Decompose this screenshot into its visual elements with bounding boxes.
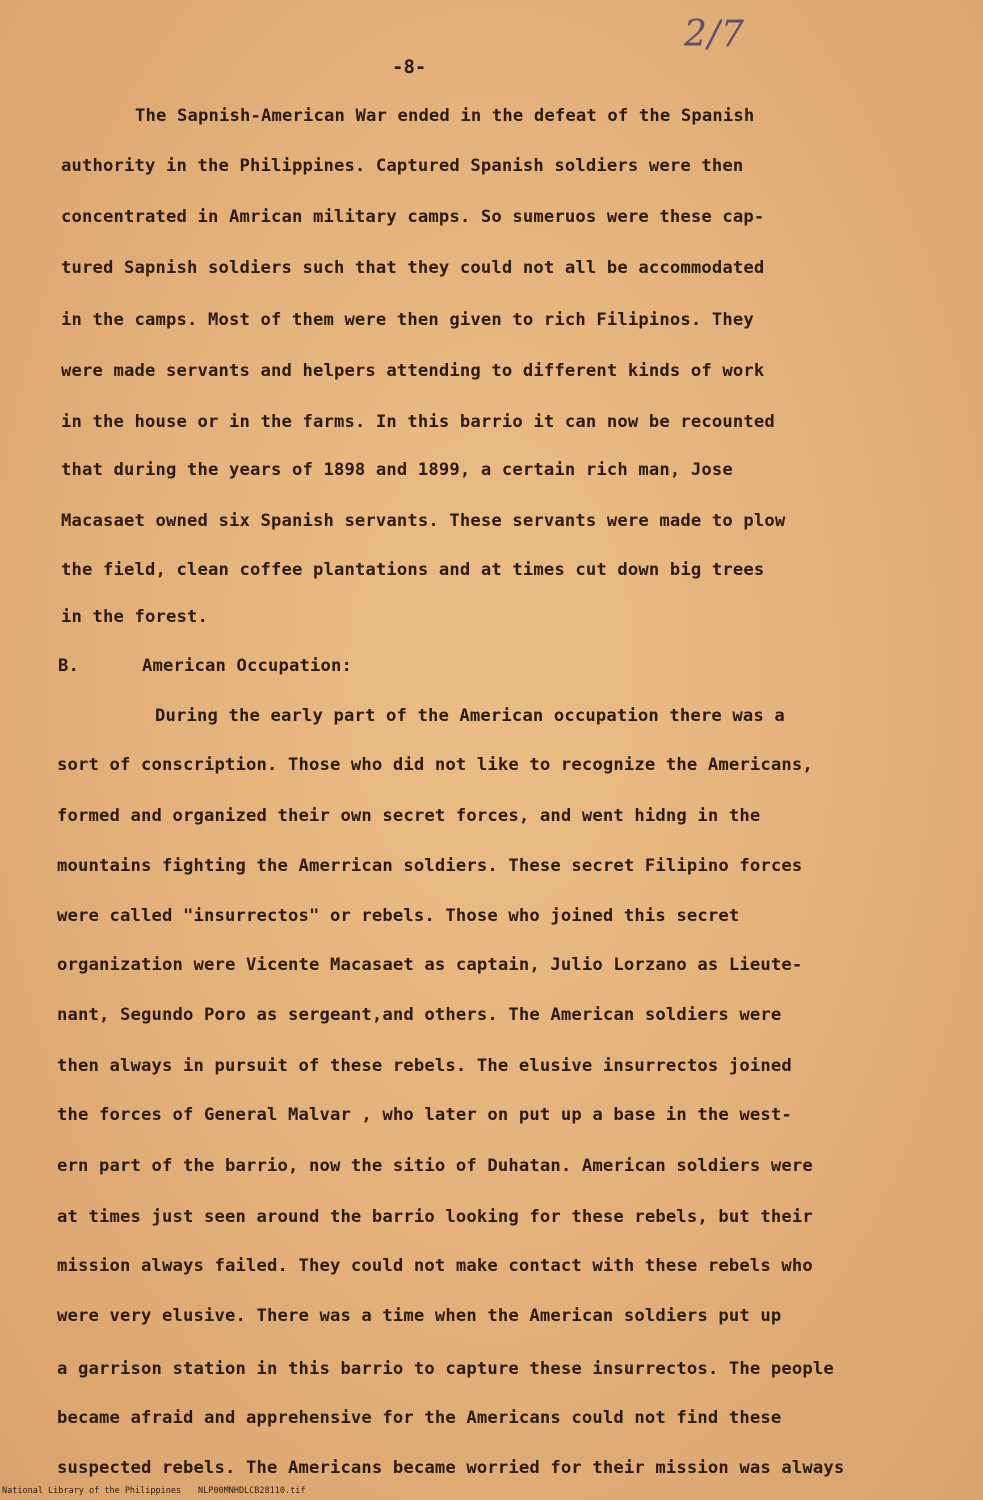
footer-filename: NLP00MNHDLCB28110.tif — [198, 1486, 306, 1496]
text-line: ern part of the barrio, now the sitio of Duhatan. American soldiers were — [57, 1156, 813, 1176]
text-line: tured Sapnish soldiers such that they could not all be accommodated — [61, 258, 765, 278]
text-line: The Sapnish-American War ended in the defeat of the Spanish — [135, 106, 755, 126]
text-line: organization were Vicente Macasaet as captain, Julio Lorzano as Lieute- — [57, 955, 803, 975]
text-line: sort of conscription. Those who did not like to recognize the Americans, — [57, 755, 813, 775]
text-line: a garrison station in this barrio to capture these insurrectos. The people — [57, 1359, 834, 1379]
text-line: that during the years of 1898 and 1899, a certain rich man, Jose — [61, 460, 733, 480]
text-line: mission always failed. They could not make contact with these rebels who — [57, 1256, 813, 1276]
text-line: the field, clean coffee plantations and at times cut down big trees — [61, 560, 765, 580]
text-line: at times just seen around the barrio looking for these rebels, but their — [57, 1207, 813, 1227]
text-line: suspected rebels. The Americans became worried for their mission was always — [57, 1458, 845, 1478]
text-line: in the camps. Most of them were then given to rich Filipinos. They — [61, 310, 754, 330]
text-line: were very elusive. There was a time when the American soldiers put up — [57, 1306, 782, 1326]
text-line: concentrated in Amrican military camps. So sumeruos were these cap- — [61, 207, 765, 227]
section-heading: B. American Occupation: — [58, 656, 352, 676]
text-line: During the early part of the American occupation there was a — [155, 706, 785, 726]
text-line: the forces of General Malvar , who later on put up a base in the west- — [57, 1105, 792, 1125]
text-line: in the house or in the farms. In this barrio it can now be recounted — [61, 412, 775, 432]
text-line: in the forest. — [61, 607, 208, 627]
text-line: then always in pursuit of these rebels. The elusive insurrectos joined — [57, 1056, 792, 1076]
page-number: -8- — [392, 56, 427, 78]
text-line: nant, Segundo Poro as sergeant,and others. The American soldiers were — [57, 1005, 782, 1025]
text-line: were made servants and helpers attending to different kinds of work — [61, 361, 765, 381]
text-line: became afraid and apprehensive for the Americans could not find these — [57, 1408, 782, 1428]
text-line: formed and organized their own secret forces, and went hidng in the — [57, 806, 761, 826]
text-line: authority in the Philippines. Captured Spanish soldiers were then — [61, 156, 744, 176]
text-line: were called "insurrectos" or rebels. Those who joined this secret — [57, 906, 740, 926]
handwritten-page-mark: 2/7 — [684, 14, 745, 55]
text-line: Macasaet owned six Spanish servants. These servants were made to plow — [61, 511, 786, 531]
footer-library-name: National Library of the Philippines — [2, 1486, 182, 1496]
text-line: mountains fighting the Amerrican soldiers. These secret Filipino forces — [57, 856, 803, 876]
